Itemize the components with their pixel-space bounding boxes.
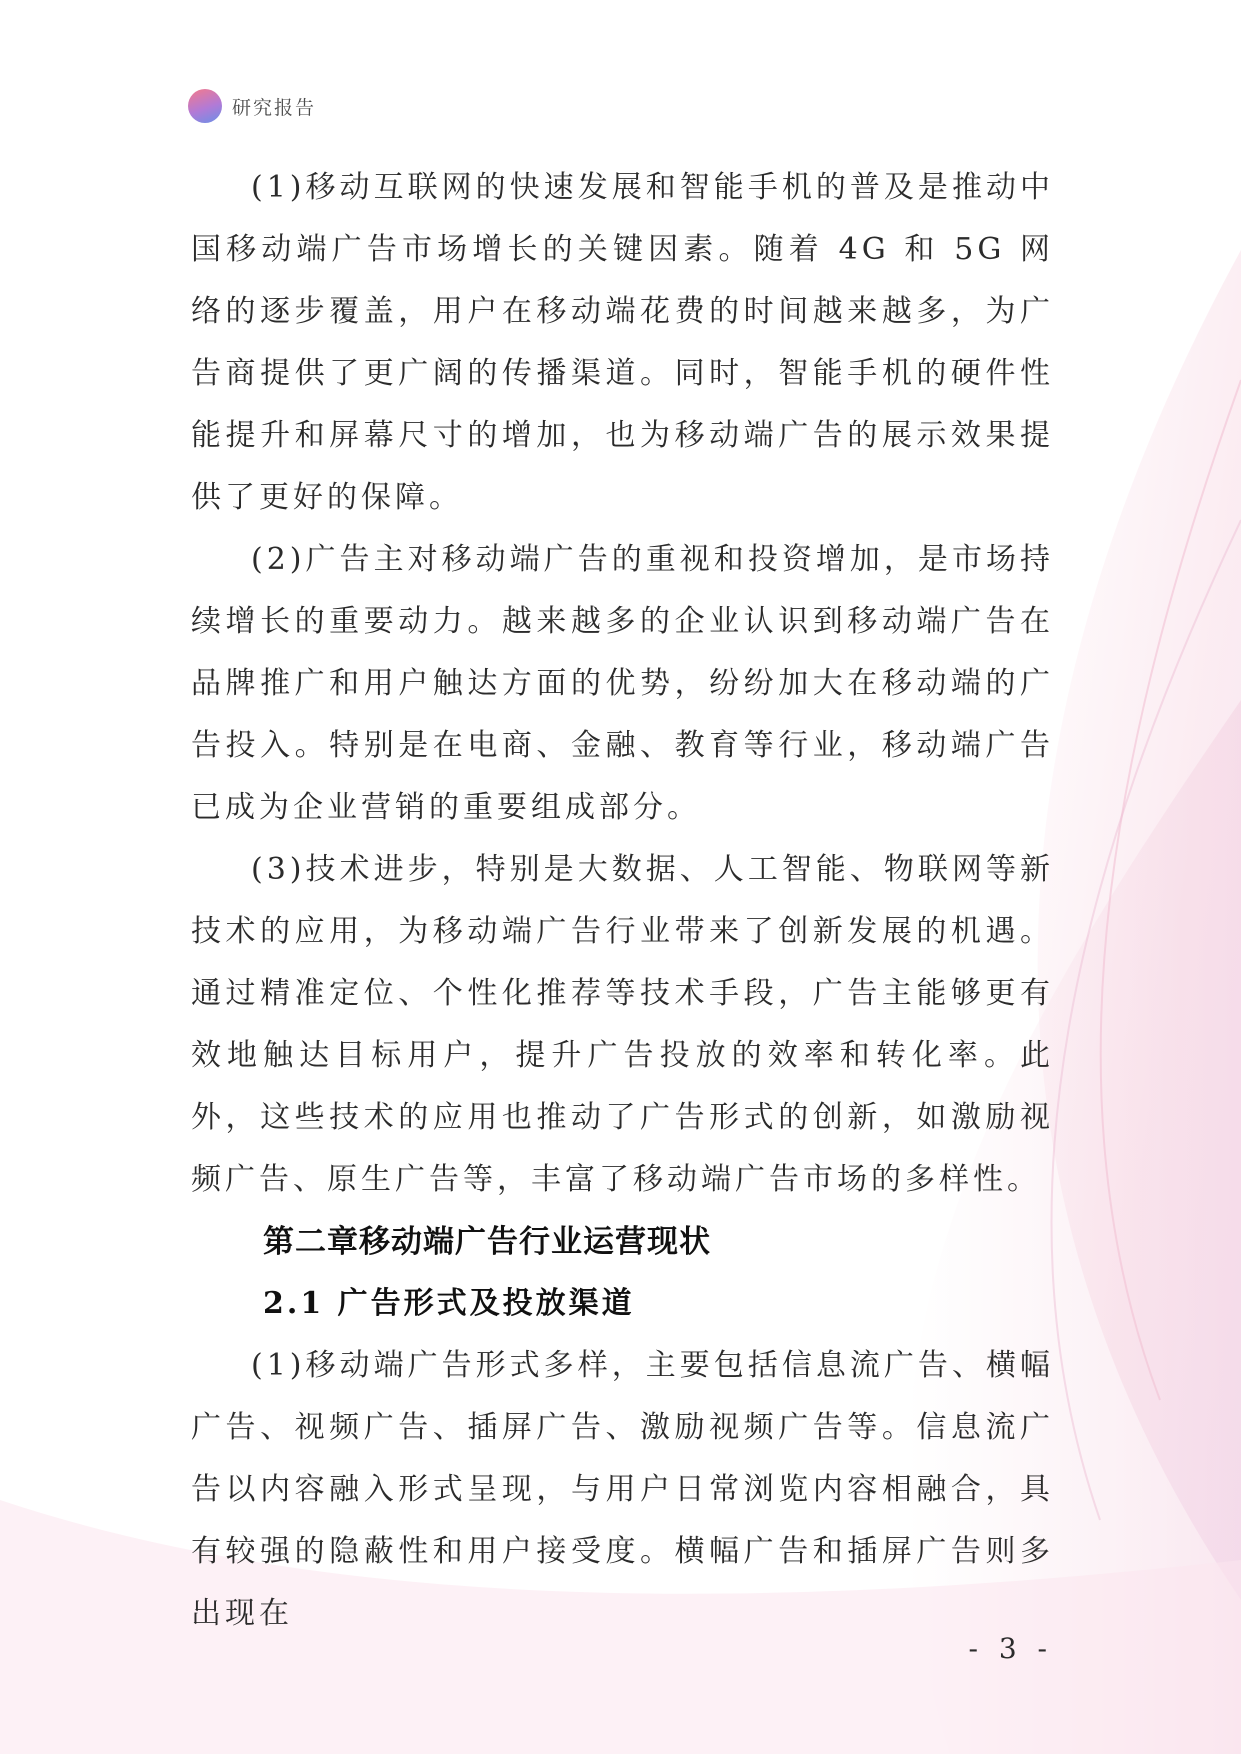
header-title: 研究报告 (232, 96, 317, 119)
logo-icon (188, 89, 222, 123)
body-paragraph: (1)移动端广告形式多样，主要包括信息流广告、横幅广告、视频广告、插屏广告、激励视频广告等。信息流广告以内容融入形式呈现，与用户日常浏览内容相融合，具有较强的隐蔽性和用户接受度。横幅广告和插屏广告则多出现在 (191, 1348, 1054, 1631)
page-number: - 3 - (968, 1632, 1053, 1665)
body-paragraph: (3)技术进步，特别是大数据、人工智能、物联网等新技术的应用，为移动端广告行业带来了创新发展的机遇。通过精准定位、个性化推荐等技术手段，广告主能够更有效地触达目标用户，提升广告投放的效率和转化率。此外，这些技术的应用也推动了广告形式的创新，如激励视频广告、原生广告等，丰富了移动端广告市场的多样性。 (191, 852, 1054, 1197)
report-header (188, 88, 316, 124)
body-paragraph: (1)移动互联网的快速发展和智能手机的普及是推动中国移动端广告市场增长的关键因素。随着 4G 和 5G 网络的逐步覆盖，用户在移动端花费的时间越来越多，为广告商提供了更广阔的传播渠道。同时，智能手机的硬件性能提升和屏幕尺寸的增加，也为移动端广告的展示效果提供了更好的保障。 (191, 170, 1054, 515)
section-heading: 2.1 广告形式及投放渠道 (263, 1286, 635, 1321)
document-body (191, 157, 1054, 1645)
body-paragraph: (2)广告主对移动端广告的重视和投资增加，是市场持续增长的重要动力。越来越多的企业认识到移动端广告在品牌推广和用户触达方面的优势，纷纷加大在移动端的广告投入。特别是在电商、金融、教育等行业，移动端广告已成为企业营销的重要组成部分。 (191, 542, 1054, 825)
chapter-heading: 第二章移动端广告行业运营现状 (263, 1224, 711, 1260)
